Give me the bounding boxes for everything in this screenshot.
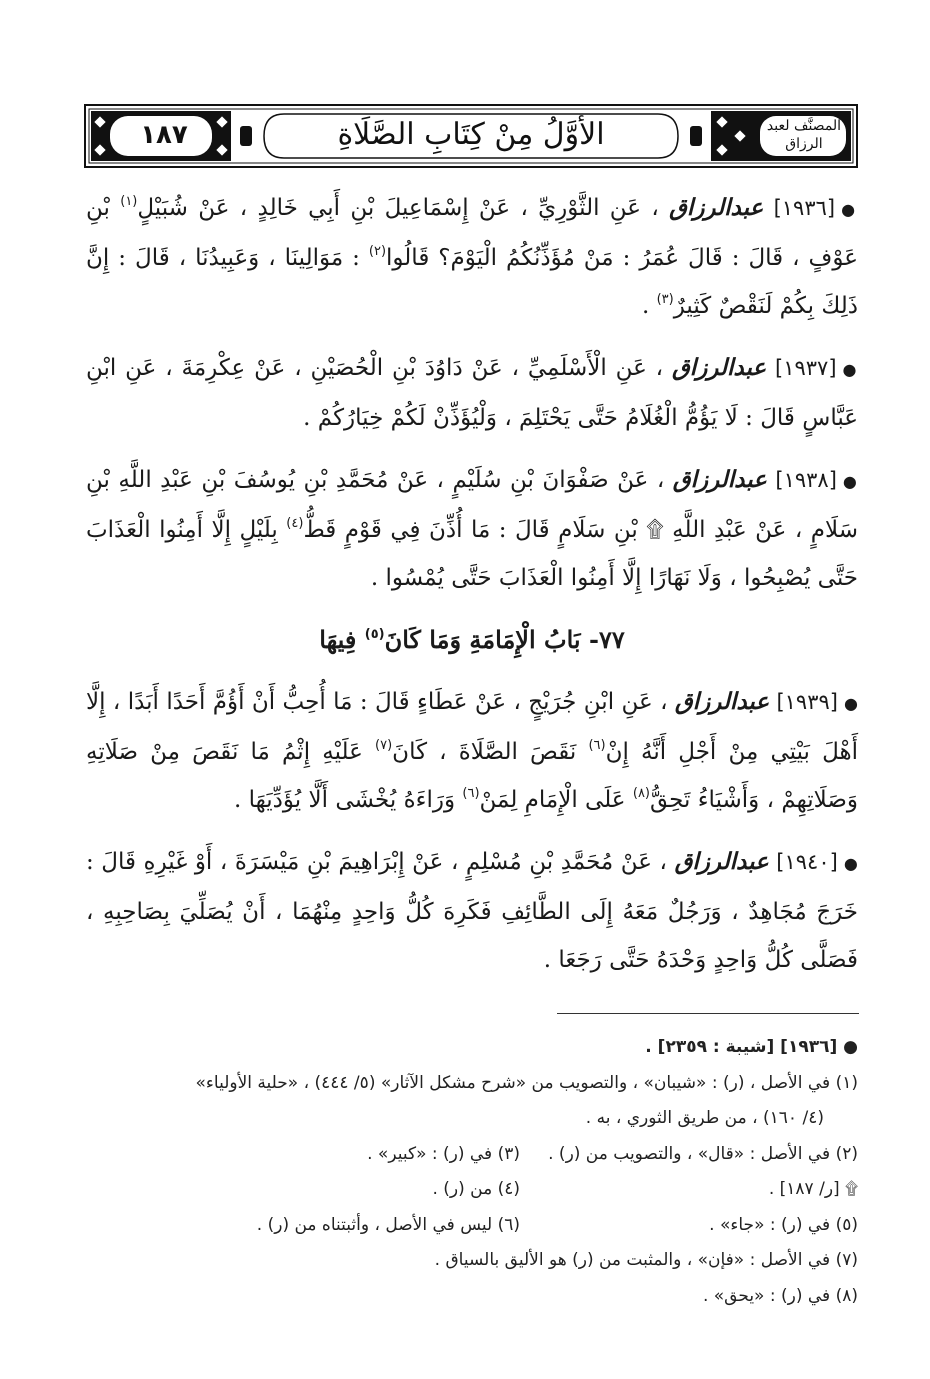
hadith-1938	[86, 456, 858, 602]
narrator-name: عبدالرزاق	[669, 194, 764, 221]
page-header	[84, 104, 858, 168]
hadith-number: [١٩٣٨]	[775, 468, 837, 492]
section-title-suffix: فِيهَا	[319, 625, 357, 654]
bullet-icon: ●	[842, 472, 858, 491]
narrator-name: عبدالرزاق	[674, 688, 770, 715]
footnote-divider	[557, 1013, 859, 1014]
hadith-number: [١٩٣٧]	[774, 356, 837, 380]
bullet-icon: ●	[841, 200, 859, 219]
takhrij-note: ● [١٩٣٦] [شيبة : ٢٣٥٩] .	[645, 1037, 858, 1057]
hadith-text: ، عَنِ ابْنِ جُرَيْجٍ ، عَنْ عَطَاءٍ قَالَ : مَا أُحِبُّ أَنْ أَؤُمَّ أَحَدًا أَبَدًا ، إِلَّا أَهْلَ بَيْتِي مِنْ أَجْلِ أَنَّهُ إِنْ	[86, 689, 859, 765]
bullet-icon: ●	[843, 694, 859, 713]
hadith-text: ، عَنْ مُحَمَّدِ بْنِ مُسْلِمٍ ، عَنْ إِبْرَاهِيمَ بْنِ مَيْسَرَةَ ، أَوْ غَيْرِهِ قَالَ : خَرَجَ مُجَاهِدٌ ، وَرَجُلٌ مَعَهُ إِلَى الطَّائِفِ فَكَرِهَ كُلُّ وَاحِدٍ مِنْهُمَا ، أَنْ يُصَلِّيَ بِصَاحِبِهِ ، فَصَلَّى كُلُّ وَاحِدٍ وَحْدَهُ حَتَّى رَجَعَا .	[86, 849, 858, 973]
running-title: الأوَّلُ مِنْ كِتَابِ الصَّلَاةِ	[337, 117, 605, 152]
hadith-number: [١٩٣٩]	[776, 690, 838, 714]
hadith-text: .	[641, 293, 650, 319]
footnote-marker: (٦)	[588, 738, 606, 753]
narrator-name: عبدالرزاق	[672, 466, 767, 493]
hadith-text: وَرَاءَهُ يُخْشَى أَلَّا يُؤَدِّيَهَا .	[234, 787, 456, 813]
footnote-7: (٧) في الأصل : «فإن» ، والمثبت من (ر) هو الأليق بالسياق .	[434, 1250, 858, 1270]
narrator-name: عبدالرزاق	[671, 354, 767, 381]
footnote-6: (٦) ليس في الأصل ، وأثبتناه من (ر) .	[256, 1214, 520, 1235]
footnote-1: (١) في الأصل ، (ر) : «شيبان» ، والتصويب من «شرح مشكل الآثار» (٥/ ٤٤٤) ، «حلية الأولياء»	[195, 1072, 858, 1093]
section-heading	[86, 616, 858, 664]
bullet-icon: ●	[842, 360, 859, 379]
hadith-1940	[86, 838, 858, 984]
narrator-name: عبدالرزاق	[674, 848, 769, 875]
page-mark-note: ۩ [ر/ ١٨٧] .	[768, 1179, 858, 1199]
footnote-1-continued: (٤/ ١٦٠) ، من طريق الثوري ، به .	[585, 1108, 824, 1128]
hadith-text: نَقَصَ الصَّلَاةَ ، كَانَ	[392, 739, 577, 765]
hadith-text: ، عَنِ الثَّوْرِيِّ ، عَنْ إِسْمَاعِيلَ بْنِ أَبِي خَالِدٍ ، عَنْ شُبَيْلٍ	[137, 195, 659, 221]
footnote-marker: (٤)	[286, 516, 304, 531]
section-title: بَابُ الْإِمَامَةِ وَمَا كَانَ	[384, 625, 581, 654]
footnote-2: (٢) في الأصل : «قال» ، والتصويب من (ر) .	[548, 1143, 858, 1164]
hadith-number: [١٩٣٦]	[773, 196, 836, 220]
hadith-text: : مَوَالِينَا ، وَعَبِيدُنَا ، قَالَ : إِنَّ ذَلِكَ بِكُمْ لَنَقْصٌ كَثِيرٌ	[86, 245, 858, 319]
hadith-1939	[86, 678, 858, 824]
book-logo: المصنَّف لعبد الرزاق	[766, 118, 842, 152]
footnote-marker: (٣)	[656, 292, 674, 307]
footnotes	[86, 1030, 858, 1314]
footnote-marker: (٥)	[364, 627, 385, 642]
footnote-3: (٣) في (ر) : «كبير» .	[367, 1143, 520, 1164]
hadith-number: [١٩٤٠]	[776, 850, 838, 874]
hadith-text: ، عَنِ الْأَسْلَمِيِّ ، عَنْ دَاوُدَ بْنِ الْحُصَيْنِ ، عَنْ عِكْرِمَةَ ، عَنِ ابْنِ عَبَّاسٍ قَالَ : لَا يَؤُمُّ الْغُلَامُ حَتَّى يَحْتَلِمَ ، وَلْيُؤَذِّنْ لَكُمْ خِيَارُكُمْ .	[86, 355, 858, 431]
footnote-5: (٥) في (ر) : «جاء» .	[709, 1214, 858, 1235]
hadith-1936	[86, 184, 858, 330]
footnote-marker: (٧)	[375, 738, 393, 753]
hadith-text: بْنِ عَوْفٍ ، قَالَ : قَالَ عُمَرُ : مَنْ مُؤَذِّنُكُمُ الْيَوْمَ؟ قَالُوا	[86, 195, 858, 271]
footnote-4: (٤) من (ر) .	[432, 1179, 520, 1199]
bullet-icon: ●	[843, 854, 859, 873]
footnote-row	[86, 1208, 858, 1244]
footnote-marker: (٢)	[368, 244, 387, 259]
footnote-8: (٨) في (ر) : «يحق» .	[702, 1285, 858, 1306]
footnote-row	[86, 1137, 858, 1173]
main-text	[86, 184, 858, 998]
section-number: ٧٧-	[588, 625, 625, 654]
page-number: ١٨٧	[140, 120, 188, 150]
hadith-1937	[86, 344, 858, 442]
hadith-text: عَلَيْهِ إِثْمُ مَا نَقَصَ مِنْ صَلَاتِهِ وَصَلَاتِهِمْ ، وَأَشْيَاءُ تَحِقُّ	[86, 739, 858, 813]
footnote-marker: (١)	[120, 194, 138, 209]
footnote-marker: (٨)	[632, 786, 650, 801]
footnote-row	[86, 1172, 858, 1208]
footnote-marker: (٦)	[462, 786, 480, 801]
hadith-text: بِلَيْلٍ إِلَّا أَمِنُوا الْعَذَابَ حَتَّى يُصْبِحُوا ، وَلَا نَهَارًا إِلَّا أَمِنُوا الْعَذَابَ حَتَّى يُمْسُوا .	[86, 517, 858, 591]
hadith-text: عَلَى الْإِمَامِ لِمَنْ	[479, 787, 626, 813]
hadith-text: ، عَنْ صَفْوَانَ بْنِ سُلَيْمٍ ، عَنْ مُحَمَّدِ بْنِ يُوسُفَ بْنِ عَبْدِ اللَّهِ بْنِ سَلَامٍ ، عَنْ عَبْدِ اللَّهِ ۩ بْنِ سَلَامٍ قَالَ : مَا أُذِّنَ فِي قَوْمٍ قَطُّ	[86, 467, 858, 543]
